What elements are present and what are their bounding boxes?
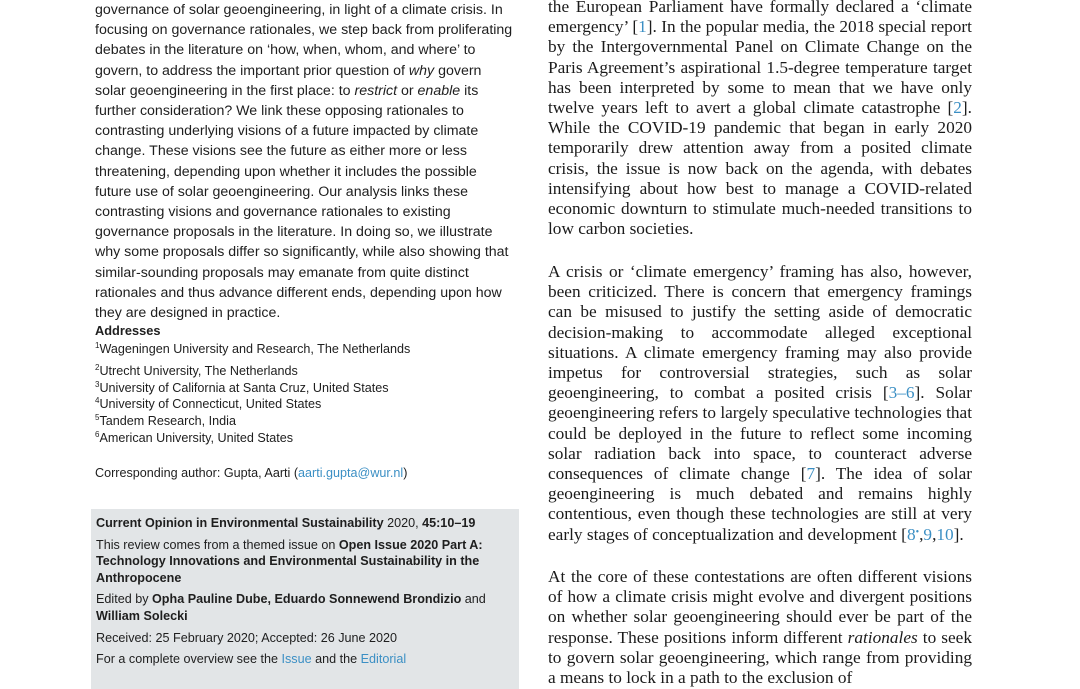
corresponding-author: Corresponding author: Gupta, Aarti (aarti.gupta@wur.nl)	[95, 466, 408, 480]
journal-info-box	[91, 509, 519, 689]
address-item: $^4$University of Connecticut, United States	[95, 396, 322, 412]
body-paragraph: the European Parliament have formally declared a ‘climate emergency’ [1]. In the popular media, the 2018 special report by the Intergovernmental Panel on Climate Change on the Paris Agreement’s aspirational 1.5-degree temperature target has been interpreted by some to mean that we have only twelve years left to avert a global climate catastrophe [2]. While the COVID-19 pandemic that began in early 2020 temporarily drew attention away from a posited climate crisis, the issue is now back on the agenda, with debates intensifying about how best to manage a COVID-related economic downturn to stimulate much-needed transitions to low carbon societies.	[548, 0, 972, 239]
emphasis-enable: enable	[417, 82, 461, 99]
received-accepted-dates: Received: 25 February 2020; Accepted: 26 June 2020	[96, 630, 398, 645]
citation-link[interactable]: 3–6	[888, 383, 915, 403]
address-item: $^2$Utrecht University, The Netherlands	[95, 363, 298, 379]
body-paragraph: A crisis or ‘climate emergency’ framing has also, however, been criticized. There is concern that emergency framings can be misused to justify the setting aside of democratic decision-making to accommodate alleged exceptional situations. A climate emergency framing may also provide impetus for controversial strategies, such as solar geoengineering, to combat a posited crisis [3–6]. Solar geoengineering refers to largely speculative technologies that could be deployed in the future to reflect some incoming solar radiation back into space, to counteract adverse consequences of climate change [7]. The idea of solar geoengineering is much debated and remains highly contentious, even though these technologies are still at very early stages of conceptualization and development [8•,9,10].	[548, 262, 972, 544]
address-item: $^3$University of California at Santa Cruz, United States	[95, 379, 389, 395]
importance-mark: •	[915, 526, 920, 538]
citation-link[interactable]: 1	[638, 17, 647, 37]
volume-pages: 45:10–19	[422, 516, 476, 530]
addresses-section	[95, 323, 515, 446]
citation-link[interactable]: 7	[806, 464, 816, 484]
address-item: $^1$Wageningen University and Research, The Netherlands	[95, 340, 411, 356]
journal-name: Current Opinion in Environmental Sustainability	[96, 516, 384, 530]
citation-link[interactable]: 9	[923, 524, 933, 544]
address-item: $^5$Tandem Research, India	[95, 412, 236, 428]
citation-link[interactable]: 8•	[906, 524, 920, 544]
abstract-text: governance of solar geoengineering, in light of a climate crisis. In focusing on governance rationales, we step back from proliferating debates in the literature on ‘how, when, whom, and where’ to govern, to address the important prior question of why govern solar geoengineering in the first place: to restrict or enable its further consideration? We link these opposing rationales to contrasting underlying visions of a future impacted by climate change. These visions see the future as either more or less threatening, depending upon whether it includes the possible future use of solar geoengineering. Our analysis links these contrasting visions and governance rationales to existing governance proposals in the literature. In doing so, we illustrate why some proposals differ so significantly, while also showing that similar-sounding proposals may emanate from quite distinct rationales and thus advance different ends, depending upon how they are designed in practice.	[95, 2, 513, 322]
editors: Edited by Opha Pauline Dube, Eduardo Sonnewend Brondizio and William Solecki	[96, 592, 486, 623]
themed-issue: This review comes from a themed issue on Open Issue 2020 Part A: Technology Innovations and Environmental Sustainability in the Anthropocene	[96, 537, 483, 585]
issue-link[interactable]: Issue	[281, 652, 312, 667]
abstract	[95, 0, 515, 323]
emphasis-why: why	[408, 62, 435, 79]
journal-citation: Current Opinion in Environmental Sustainability 2020, 45:10–19	[96, 516, 476, 530]
address-item: $^6$American University, United States	[95, 429, 294, 445]
editorial-link[interactable]: Editorial	[360, 652, 407, 667]
emphasis-restrict: restrict	[354, 82, 398, 99]
citation-link[interactable]: 10	[936, 524, 954, 544]
theme-title: Open Issue 2020 Part A: Technology Innovations and Environmental Sustainability in the Anthropocene	[96, 537, 483, 585]
overview-links: For a complete overview see the Issue and the Editorial	[96, 652, 407, 667]
addresses-heading: Addresses	[95, 323, 161, 338]
body-paragraph: At the core of these contestations are often different visions of how a climate crisis might evolve and divergent positions on whether solar geoengineering should ever be part of the response. These positions inform different rationales to seek to govern solar geoengineering, which range from providing a means to lock in a path to the exclusion of	[548, 567, 972, 688]
emphasis-rationales: rationales	[847, 627, 918, 647]
email-link[interactable]: aarti.gupta@wur.nl	[298, 466, 404, 480]
citation-link[interactable]: 2	[953, 98, 962, 118]
